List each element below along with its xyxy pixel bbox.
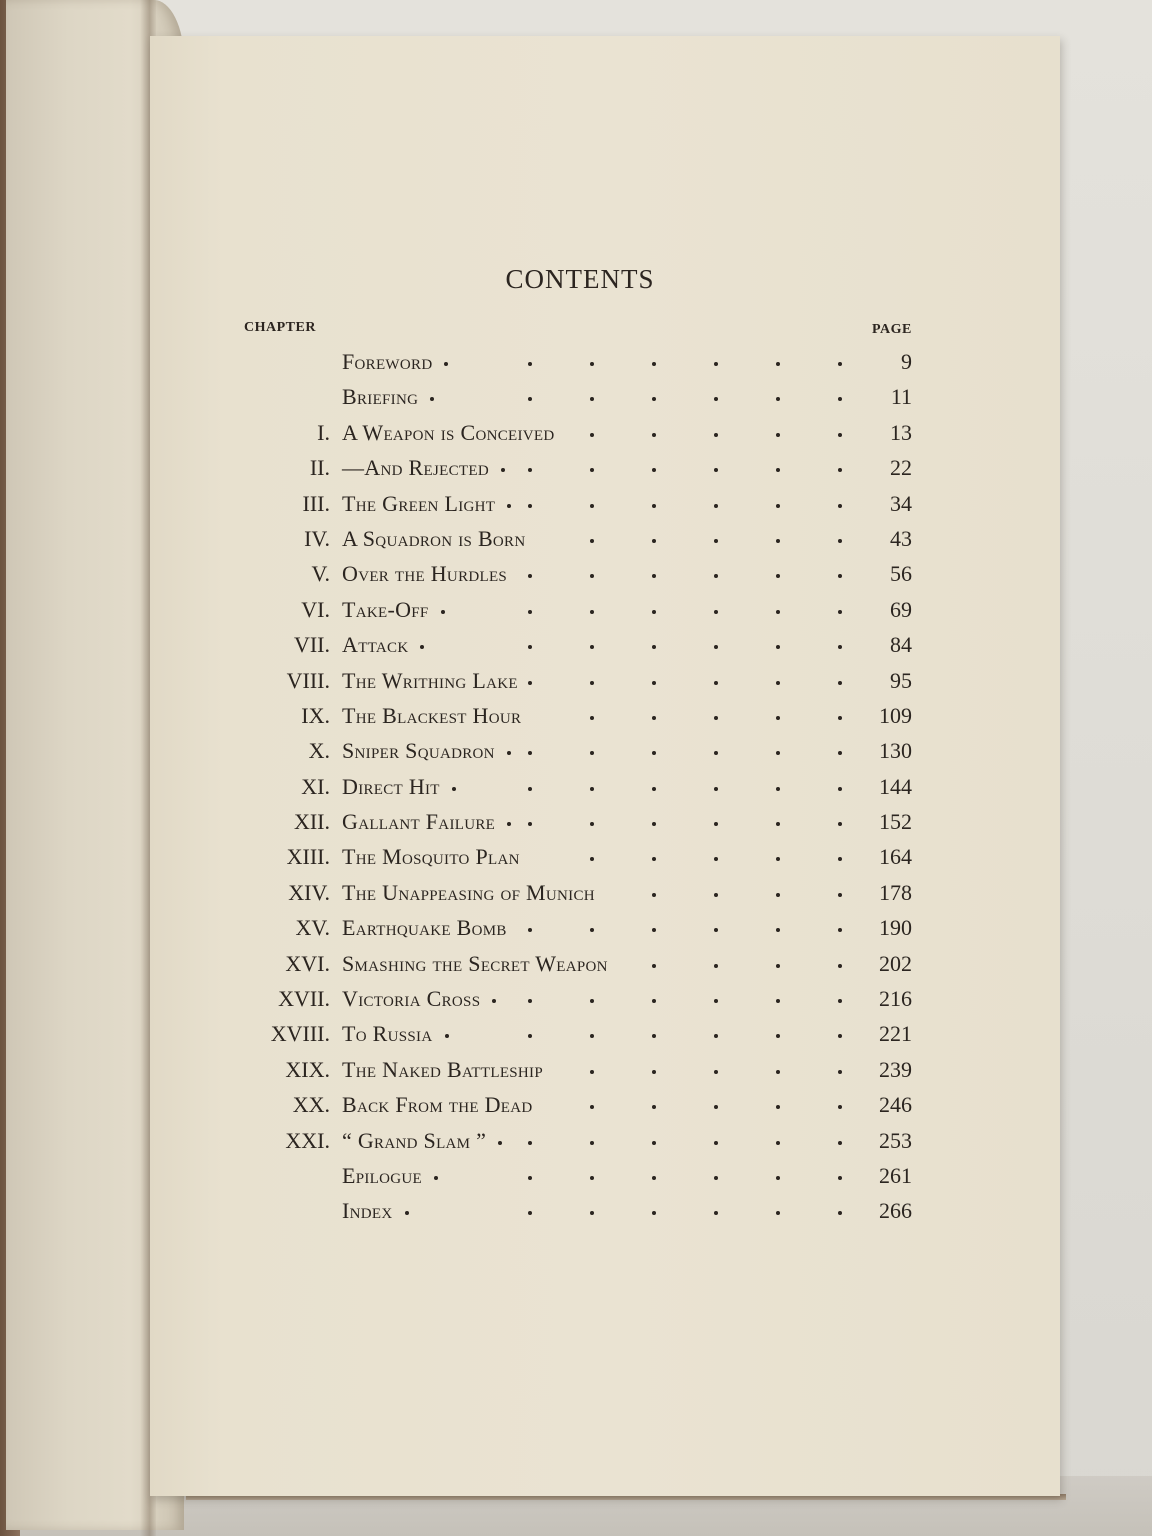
chapter-number: XIV. <box>288 879 330 905</box>
chapter-number: III. <box>302 490 330 516</box>
leader-dot <box>590 681 594 685</box>
chapter-title: Earthquake Bomb <box>342 915 507 941</box>
page-number: 95 <box>890 667 912 693</box>
leader-dot <box>528 504 532 508</box>
page-number: 164 <box>879 844 912 870</box>
chapter-title: Briefing <box>342 384 419 410</box>
page-number: 34 <box>890 490 912 516</box>
leader-dot <box>838 857 842 861</box>
leader-dot <box>838 397 842 401</box>
leader-dot <box>714 1034 718 1038</box>
chapter-number: XVII. <box>278 986 330 1012</box>
chapter-number: I. <box>317 419 330 445</box>
chapter-number: XII. <box>293 809 330 835</box>
chapter-title: Victoria Cross <box>342 986 481 1012</box>
chapter-title: The Blackest Hour <box>342 702 522 728</box>
leader-dot <box>776 1034 780 1038</box>
chapter-title: To Russia <box>342 1021 433 1047</box>
leader-dot <box>652 468 656 472</box>
page-number: 11 <box>890 384 912 410</box>
toc-entry <box>150 875 1060 910</box>
leader-dot <box>838 1105 842 1109</box>
leader-dot <box>714 645 718 649</box>
chapter-title: Index <box>342 1198 393 1224</box>
leader-dot <box>714 964 718 968</box>
leader-dot <box>776 433 780 437</box>
page-number: 190 <box>879 915 912 941</box>
leader-dot <box>507 751 511 755</box>
chapter-number: X. <box>308 738 330 764</box>
leader-dot <box>590 574 594 578</box>
leader-dot <box>776 645 780 649</box>
leader-dot <box>444 362 448 366</box>
leader-dot <box>776 751 780 755</box>
toc-entry <box>150 486 1060 521</box>
chapter-title: Attack <box>342 632 409 658</box>
leader-dot <box>714 1105 718 1109</box>
toc-entry <box>150 556 1060 591</box>
leader-dot <box>507 822 511 826</box>
chapter-number: IV. <box>304 525 330 551</box>
leader-dot <box>838 1034 842 1038</box>
leader-dot <box>714 610 718 614</box>
leader-dot <box>590 539 594 543</box>
leader-dot <box>714 857 718 861</box>
toc-entry <box>150 450 1060 485</box>
leader-dot <box>776 1176 780 1180</box>
leader-dot <box>652 964 656 968</box>
leader-dot <box>590 1070 594 1074</box>
leader-dot <box>528 610 532 614</box>
leader-dot <box>776 716 780 720</box>
toc-entry <box>150 981 1060 1016</box>
leader-dot <box>652 362 656 366</box>
leader-dot <box>528 822 532 826</box>
leader-dot <box>652 539 656 543</box>
leader-dot <box>652 610 656 614</box>
chapter-title: A Squadron is Born <box>342 525 526 551</box>
leader-dot <box>714 822 718 826</box>
leader-dot <box>528 1034 532 1038</box>
leader-dot <box>838 468 842 472</box>
leader-dot <box>445 1034 449 1038</box>
chapter-number: XI. <box>301 773 330 799</box>
page-number: 266 <box>879 1198 912 1224</box>
toc-entry <box>150 592 1060 627</box>
leader-dot <box>652 1211 656 1215</box>
toc-entry <box>150 663 1060 698</box>
page-column-header: PAGE <box>872 322 912 337</box>
leader-dot <box>776 468 780 472</box>
page-number: 130 <box>879 738 912 764</box>
leader-dot <box>492 999 496 1003</box>
chapter-title: Epilogue <box>342 1162 422 1188</box>
leader-dot <box>838 822 842 826</box>
leader-dot <box>776 857 780 861</box>
leader-dot <box>838 362 842 366</box>
chapter-title: The Unappeasing of Munich <box>342 879 595 905</box>
chapter-title: Over the Hurdles <box>342 561 508 587</box>
page-number: 144 <box>879 773 912 799</box>
leader-dot <box>441 610 445 614</box>
chapter-number: XV. <box>295 915 330 941</box>
leader-dot <box>507 504 511 508</box>
chapter-title: Smashing the Secret Weapon <box>342 950 608 976</box>
page-number: 216 <box>879 986 912 1012</box>
chapter-number: XVI. <box>285 950 330 976</box>
toc-entry <box>150 910 1060 945</box>
chapter-number: XIII. <box>286 844 330 870</box>
leader-dot <box>838 1211 842 1215</box>
leader-dot <box>652 1034 656 1038</box>
leader-dot <box>652 397 656 401</box>
leader-dot <box>714 574 718 578</box>
page-number: 56 <box>890 561 912 587</box>
leader-dot <box>590 433 594 437</box>
leader-dot <box>776 893 780 897</box>
page-number: 239 <box>879 1056 912 1082</box>
leader-dot <box>528 362 532 366</box>
leader-dot <box>590 1034 594 1038</box>
chapter-title: Take-Off <box>342 596 429 622</box>
page-title: CONTENTS <box>505 264 655 294</box>
chapter-column-header: CHAPTER <box>244 320 316 335</box>
leader-dot <box>838 574 842 578</box>
toc-entry <box>150 344 1060 379</box>
leader-dot <box>838 645 842 649</box>
leader-dot <box>714 787 718 791</box>
leader-dot <box>652 1070 656 1074</box>
leader-dot <box>714 397 718 401</box>
leader-dot <box>776 1141 780 1145</box>
toc-entry <box>150 698 1060 733</box>
leader-dot <box>652 999 656 1003</box>
toc-entry <box>150 1123 1060 1158</box>
leader-dot <box>776 539 780 543</box>
leader-dot <box>590 362 594 366</box>
chapter-number: II. <box>309 455 330 481</box>
leader-dot <box>528 928 532 932</box>
leader-dot <box>528 1176 532 1180</box>
page-number: 43 <box>890 525 912 551</box>
toc-entry <box>150 733 1060 768</box>
chapter-number: VI. <box>301 596 330 622</box>
leader-dot <box>838 610 842 614</box>
leader-dot <box>590 787 594 791</box>
leader-dot <box>590 1211 594 1215</box>
toc-entry <box>150 1193 1060 1228</box>
leader-dot <box>714 539 718 543</box>
chapter-number: XIX. <box>285 1056 330 1082</box>
chapter-title: Back From the Dead <box>342 1092 533 1118</box>
page-number: 69 <box>890 596 912 622</box>
page-number: 178 <box>879 879 912 905</box>
leader-dot <box>434 1176 438 1180</box>
leader-dot <box>590 504 594 508</box>
leader-dot <box>776 999 780 1003</box>
leader-dot <box>714 928 718 932</box>
page-number: 13 <box>890 419 912 445</box>
page-number: 246 <box>879 1092 912 1118</box>
leader-dot <box>528 1211 532 1215</box>
leader-dot <box>714 1176 718 1180</box>
leader-dot <box>652 1176 656 1180</box>
leader-dot <box>528 645 532 649</box>
leader-dot <box>714 1211 718 1215</box>
leader-dot <box>498 1141 502 1145</box>
leader-dot <box>590 716 594 720</box>
leader-dot <box>528 574 532 578</box>
leader-dot <box>528 468 532 472</box>
leader-dot <box>838 433 842 437</box>
contents-list <box>150 344 1060 1229</box>
toc-entry <box>150 379 1060 414</box>
chapter-number: XX. <box>292 1092 330 1118</box>
chapter-title: Foreword <box>342 349 433 374</box>
leader-dot <box>652 433 656 437</box>
chapter-number: VIII. <box>286 667 330 693</box>
page-number: 202 <box>879 950 912 976</box>
leader-dot <box>652 822 656 826</box>
leader-dot <box>714 362 718 366</box>
leader-dot <box>652 751 656 755</box>
leader-dot <box>776 964 780 968</box>
leader-dot <box>776 1070 780 1074</box>
toc-entry <box>150 1158 1060 1193</box>
page-number: 261 <box>879 1162 912 1188</box>
leader-dot <box>590 645 594 649</box>
leader-dot <box>652 1141 656 1145</box>
leader-dot <box>528 1141 532 1145</box>
leader-dot <box>838 1141 842 1145</box>
leader-dot <box>714 504 718 508</box>
dot-leader <box>342 1193 862 1228</box>
leader-dot <box>430 397 434 401</box>
leader-dot <box>714 999 718 1003</box>
leader-dot <box>714 468 718 472</box>
chapter-title: A Weapon is Conceived <box>342 419 555 445</box>
leader-dot <box>776 1105 780 1109</box>
chapter-title: —And Rejected <box>342 455 489 481</box>
leader-dot <box>652 716 656 720</box>
leader-dot <box>652 928 656 932</box>
page-number: 22 <box>890 455 912 481</box>
leader-dot <box>528 681 532 685</box>
chapter-title: The Mosquito Plan <box>342 844 520 870</box>
leader-dot <box>501 468 505 472</box>
toc-entry <box>150 1052 1060 1087</box>
leader-dot <box>590 1105 594 1109</box>
leader-dot <box>838 893 842 897</box>
toc-entry <box>150 627 1060 662</box>
leader-dot <box>714 893 718 897</box>
toc-entry <box>150 804 1060 839</box>
toc-entry <box>150 521 1060 556</box>
leader-dot <box>420 645 424 649</box>
chapter-title: The Naked Battleship <box>342 1056 543 1082</box>
leader-dot <box>714 716 718 720</box>
page-number: 9 <box>901 349 912 374</box>
chapter-title: Gallant Failure <box>342 809 496 835</box>
leader-dot <box>838 928 842 932</box>
leader-dot <box>528 999 532 1003</box>
leader-dot <box>590 1176 594 1180</box>
dot-leader <box>342 627 862 662</box>
chapter-title: Direct Hit <box>342 773 440 799</box>
leader-dot <box>528 787 532 791</box>
leader-dot <box>590 822 594 826</box>
toc-entry <box>150 769 1060 804</box>
leader-dot <box>838 1070 842 1074</box>
leader-dot <box>776 787 780 791</box>
leader-dot <box>776 362 780 366</box>
leader-dot <box>776 397 780 401</box>
leader-dot <box>405 1211 409 1215</box>
leader-dot <box>838 716 842 720</box>
leader-dot <box>652 645 656 649</box>
leader-dot <box>714 1141 718 1145</box>
leader-dot <box>652 1105 656 1109</box>
chapter-number: XXI. <box>285 1127 330 1153</box>
leader-dot <box>776 1211 780 1215</box>
chapter-number: V. <box>311 561 330 587</box>
leader-dot <box>838 999 842 1003</box>
page-number: 152 <box>879 809 912 835</box>
leader-dot <box>776 504 780 508</box>
leader-dot <box>590 999 594 1003</box>
leader-dot <box>652 504 656 508</box>
leader-dot <box>452 787 456 791</box>
leader-dot <box>838 751 842 755</box>
leader-dot <box>776 610 780 614</box>
chapter-number: IX. <box>301 702 330 728</box>
leader-dot <box>590 1141 594 1145</box>
leader-dot <box>590 610 594 614</box>
leader-dot <box>590 751 594 755</box>
leader-dot <box>590 857 594 861</box>
leader-dot <box>652 681 656 685</box>
leader-dot <box>838 681 842 685</box>
chapter-title: The Green Light <box>342 490 496 516</box>
toc-entry <box>150 946 1060 981</box>
leader-dot <box>838 787 842 791</box>
chapter-number: VII. <box>293 632 330 658</box>
chapter-title: Sniper Squadron <box>342 738 495 764</box>
contents-page <box>150 36 1060 1496</box>
leader-dot <box>838 1176 842 1180</box>
page-number: 109 <box>879 702 912 728</box>
leader-dot <box>652 787 656 791</box>
leader-dot <box>590 928 594 932</box>
dot-leader <box>342 379 862 414</box>
leader-dot <box>838 964 842 968</box>
leader-dot <box>776 681 780 685</box>
leader-dot <box>838 504 842 508</box>
leader-dot <box>714 751 718 755</box>
leader-dot <box>528 397 532 401</box>
leader-dot <box>776 822 780 826</box>
leader-dot <box>714 681 718 685</box>
page-number: 84 <box>890 632 912 658</box>
leader-dot <box>714 433 718 437</box>
leader-dot <box>590 397 594 401</box>
leader-dot <box>838 539 842 543</box>
leader-dot <box>528 751 532 755</box>
toc-entry <box>150 415 1060 450</box>
leader-dot <box>652 857 656 861</box>
chapter-title: “ Grand Slam ” <box>342 1127 487 1153</box>
leader-dot <box>590 468 594 472</box>
chapter-title: The Writhing Lake <box>342 667 518 693</box>
leader-dot <box>776 574 780 578</box>
leader-dot <box>714 1070 718 1074</box>
page-number: 221 <box>879 1021 912 1047</box>
leader-dot <box>776 928 780 932</box>
leader-dot <box>652 893 656 897</box>
page-number: 253 <box>879 1127 912 1153</box>
toc-entry <box>150 839 1060 874</box>
leader-dot <box>652 574 656 578</box>
toc-entry <box>150 1087 1060 1122</box>
chapter-number: XVIII. <box>270 1021 330 1047</box>
table-of-contents <box>150 36 1060 1496</box>
toc-entry <box>150 1016 1060 1051</box>
